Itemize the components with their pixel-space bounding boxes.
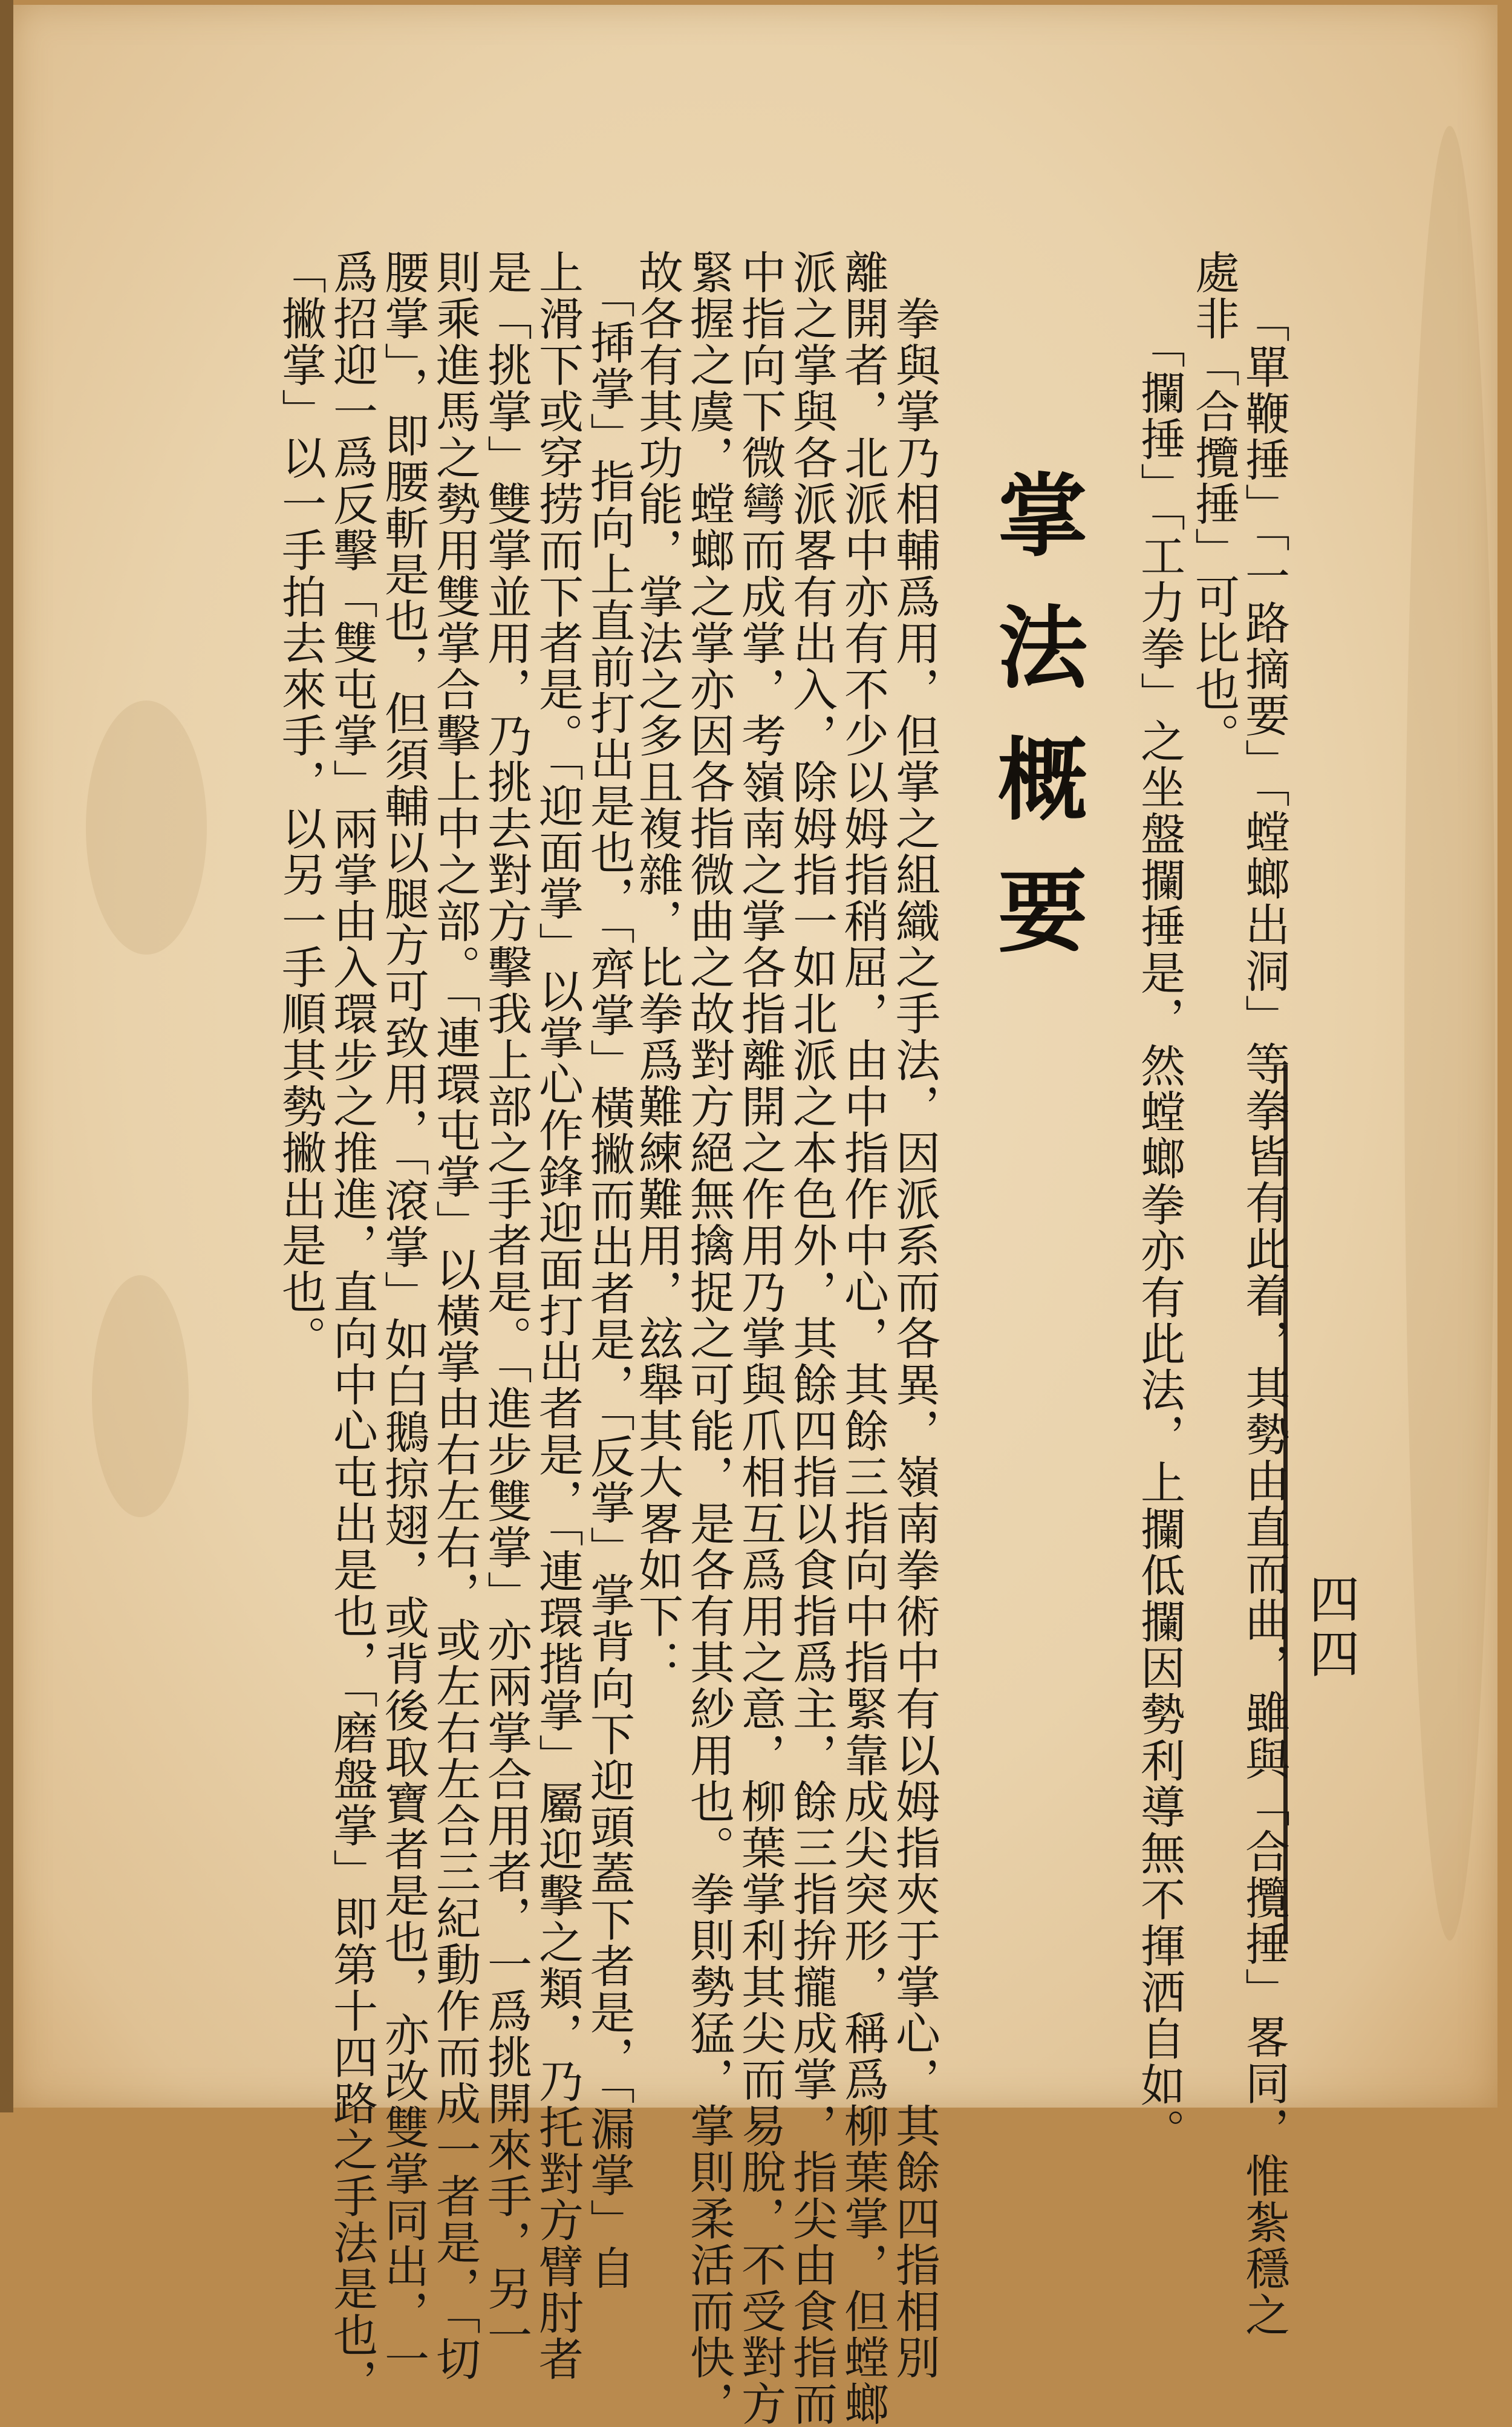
- text-column: 「揷掌」指向上直前打出是也，「齊掌」橫撇而出者是，「反掌」掌背向下迎頭蓋下者是，「漏掌」自: [583, 249, 635, 2291]
- page-number: 四四: [1301, 1573, 1360, 1682]
- text-column: 爲招迎一爲反擊「雙屯掌」兩掌由入環步之推進，直向中心屯出是也，「磨盤掌」即第十四路之手法是也，: [326, 249, 378, 2405]
- text-column: 腰掌」，即腰斬是也，但須輔以腿方可致用，「滾掌」如白鵝掠翅，或背後取寶者是也，亦改雙掌同出，一: [377, 249, 429, 2383]
- text-column: 是「挑掌」雙掌並用，乃挑去對方擊我上部之手者是。「進步雙掌」亦兩掌合用者，一爲挑開來手，另一: [480, 249, 532, 2359]
- scan-edge: [0, 0, 13, 2112]
- text-column: 中指向下微彎而成掌，考嶺南之掌各指離開之作用乃掌與爪相互爲用之意，柳葉掌利其尖而易脫，不受對方: [734, 249, 786, 2427]
- text-column: 「撇掌」以一手拍去來手，以另一手順其勢撇出是也。: [275, 249, 327, 1362]
- text-column: 「攔捶」「工力拳」之坐盤攔捶是，然螳螂拳亦有此法，上攔低攔因勢利導無不揮洒自如。: [1133, 299, 1185, 2155]
- section-title: 掌法概要: [983, 469, 1089, 996]
- text-column: 離開者，北派中亦有不少以姆指稍屈，由中指作中心，其餘三指向中指緊靠成尖突形，稱爲柳葉掌，但螳螂: [837, 249, 889, 2427]
- text-column: 「單鞭捶」「一路摘要」「螳螂出洞」等拳皆有此着，其勢由直而曲，雖與「合攬捶」畧同，惟紮穩之: [1238, 298, 1290, 2338]
- paper-crease: [86, 701, 207, 955]
- text-column: 緊握之虞，螳螂之掌亦因各指微曲之故對方絕無擒捉之可能，是各有其紗用也。拳則勢猛，掌則柔活而快，: [683, 249, 735, 2427]
- text-column: 則乘進馬之勢用雙掌合擊上中之部。「連環屯掌」以橫掌由右左右，或左右左合三紀動作而成一者是，「切: [429, 249, 481, 2383]
- text-column: 故各有其功能，掌法之多且複雜，比拳爲難練難用，玆舉其大畧如下：: [631, 249, 683, 1686]
- text-column: 處非「合攬捶」可比也。: [1188, 249, 1240, 759]
- text-column: 拳與掌乃相輔爲用，但掌之組織之手法，因派系而各異，嶺南拳術中有以姆指夾于掌心，其餘四指相別: [888, 249, 940, 2381]
- paper-crease: [92, 1275, 189, 1517]
- page-margin-stain: [1404, 126, 1495, 1941]
- text-column: 派之掌與各派畧有出入，除姆指一如北派之本色外，其餘四指以食指爲主，餘三指拚攏成掌，指尖由食指而: [786, 249, 838, 2427]
- text-column: 上滑下或穿捞而下者是。「迎面掌」以掌心作鋒迎面打出者是，「連環揩掌」屬迎擊之類，乃托對方臂肘者: [532, 249, 584, 2383]
